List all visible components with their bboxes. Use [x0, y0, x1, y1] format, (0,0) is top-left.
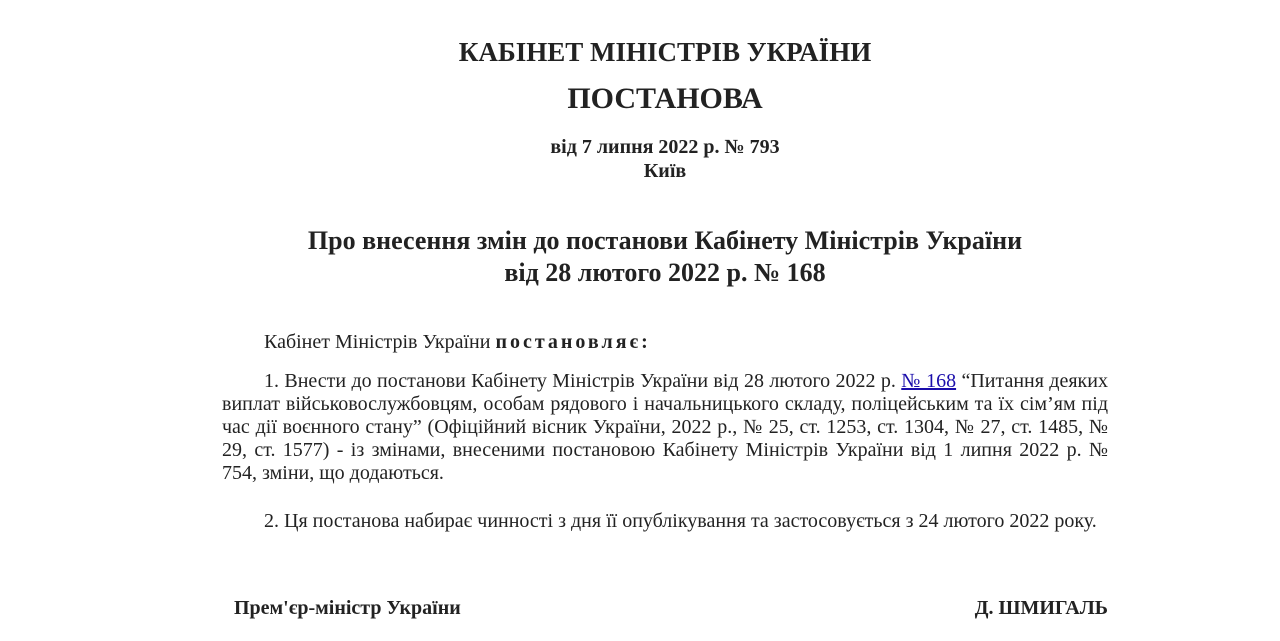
item-1-paragraph [222, 370, 1108, 485]
item-1-text-before-link: 1. Внести до постанови Кабінету Міністрів України від 28 лютого 2022 р. [264, 370, 902, 392]
document-type-heading: ПОСТАНОВА [567, 82, 763, 115]
intro-text: Кабінет Міністрів України [264, 331, 496, 353]
document-title [222, 225, 1108, 289]
signatory-position: Прем'єр-міністр України [234, 597, 461, 619]
decree-168-link[interactable]: № 168 [901, 370, 957, 392]
item-2-paragraph: 2. Ця постанова набирає чинності з дня її опублікування та застосовується з 24 лютого 2022 року. [264, 510, 1097, 532]
signatory-name: Д. ШМИГАЛЬ [974, 597, 1108, 619]
issuer-heading: КАБІНЕТ МІНІСТРІВ УКРАЇНИ [458, 37, 872, 67]
intro-resolves: постановляє: [495, 331, 651, 353]
item-1-text-after-link: “Питання деяких виплат військовослужбовцям, особам рядового і начальницького складу, поліцейським та їх сім’ям під час дії воєнного стану” (Офіційний вісник України, 2022 р., № 25, ст. 1253, ст. 1304, № 27, ст. 1485, № 29, ст. 1577) - із змінами, внесеними постановою Кабінету Міністрів України від 1 липня 2022 р. № 754, зміни, що додаються. [222, 370, 1108, 484]
document-title-line-1: Про внесення змін до постанови Кабінету Міністрів України [307, 226, 1023, 255]
intro-paragraph [222, 331, 1108, 354]
document-city: Київ [643, 160, 687, 182]
document-title-line-2: від 28 лютого 2022 р. № 168 [504, 258, 826, 287]
document-date-number: від 7 липня 2022 р. № 793 [550, 136, 780, 158]
